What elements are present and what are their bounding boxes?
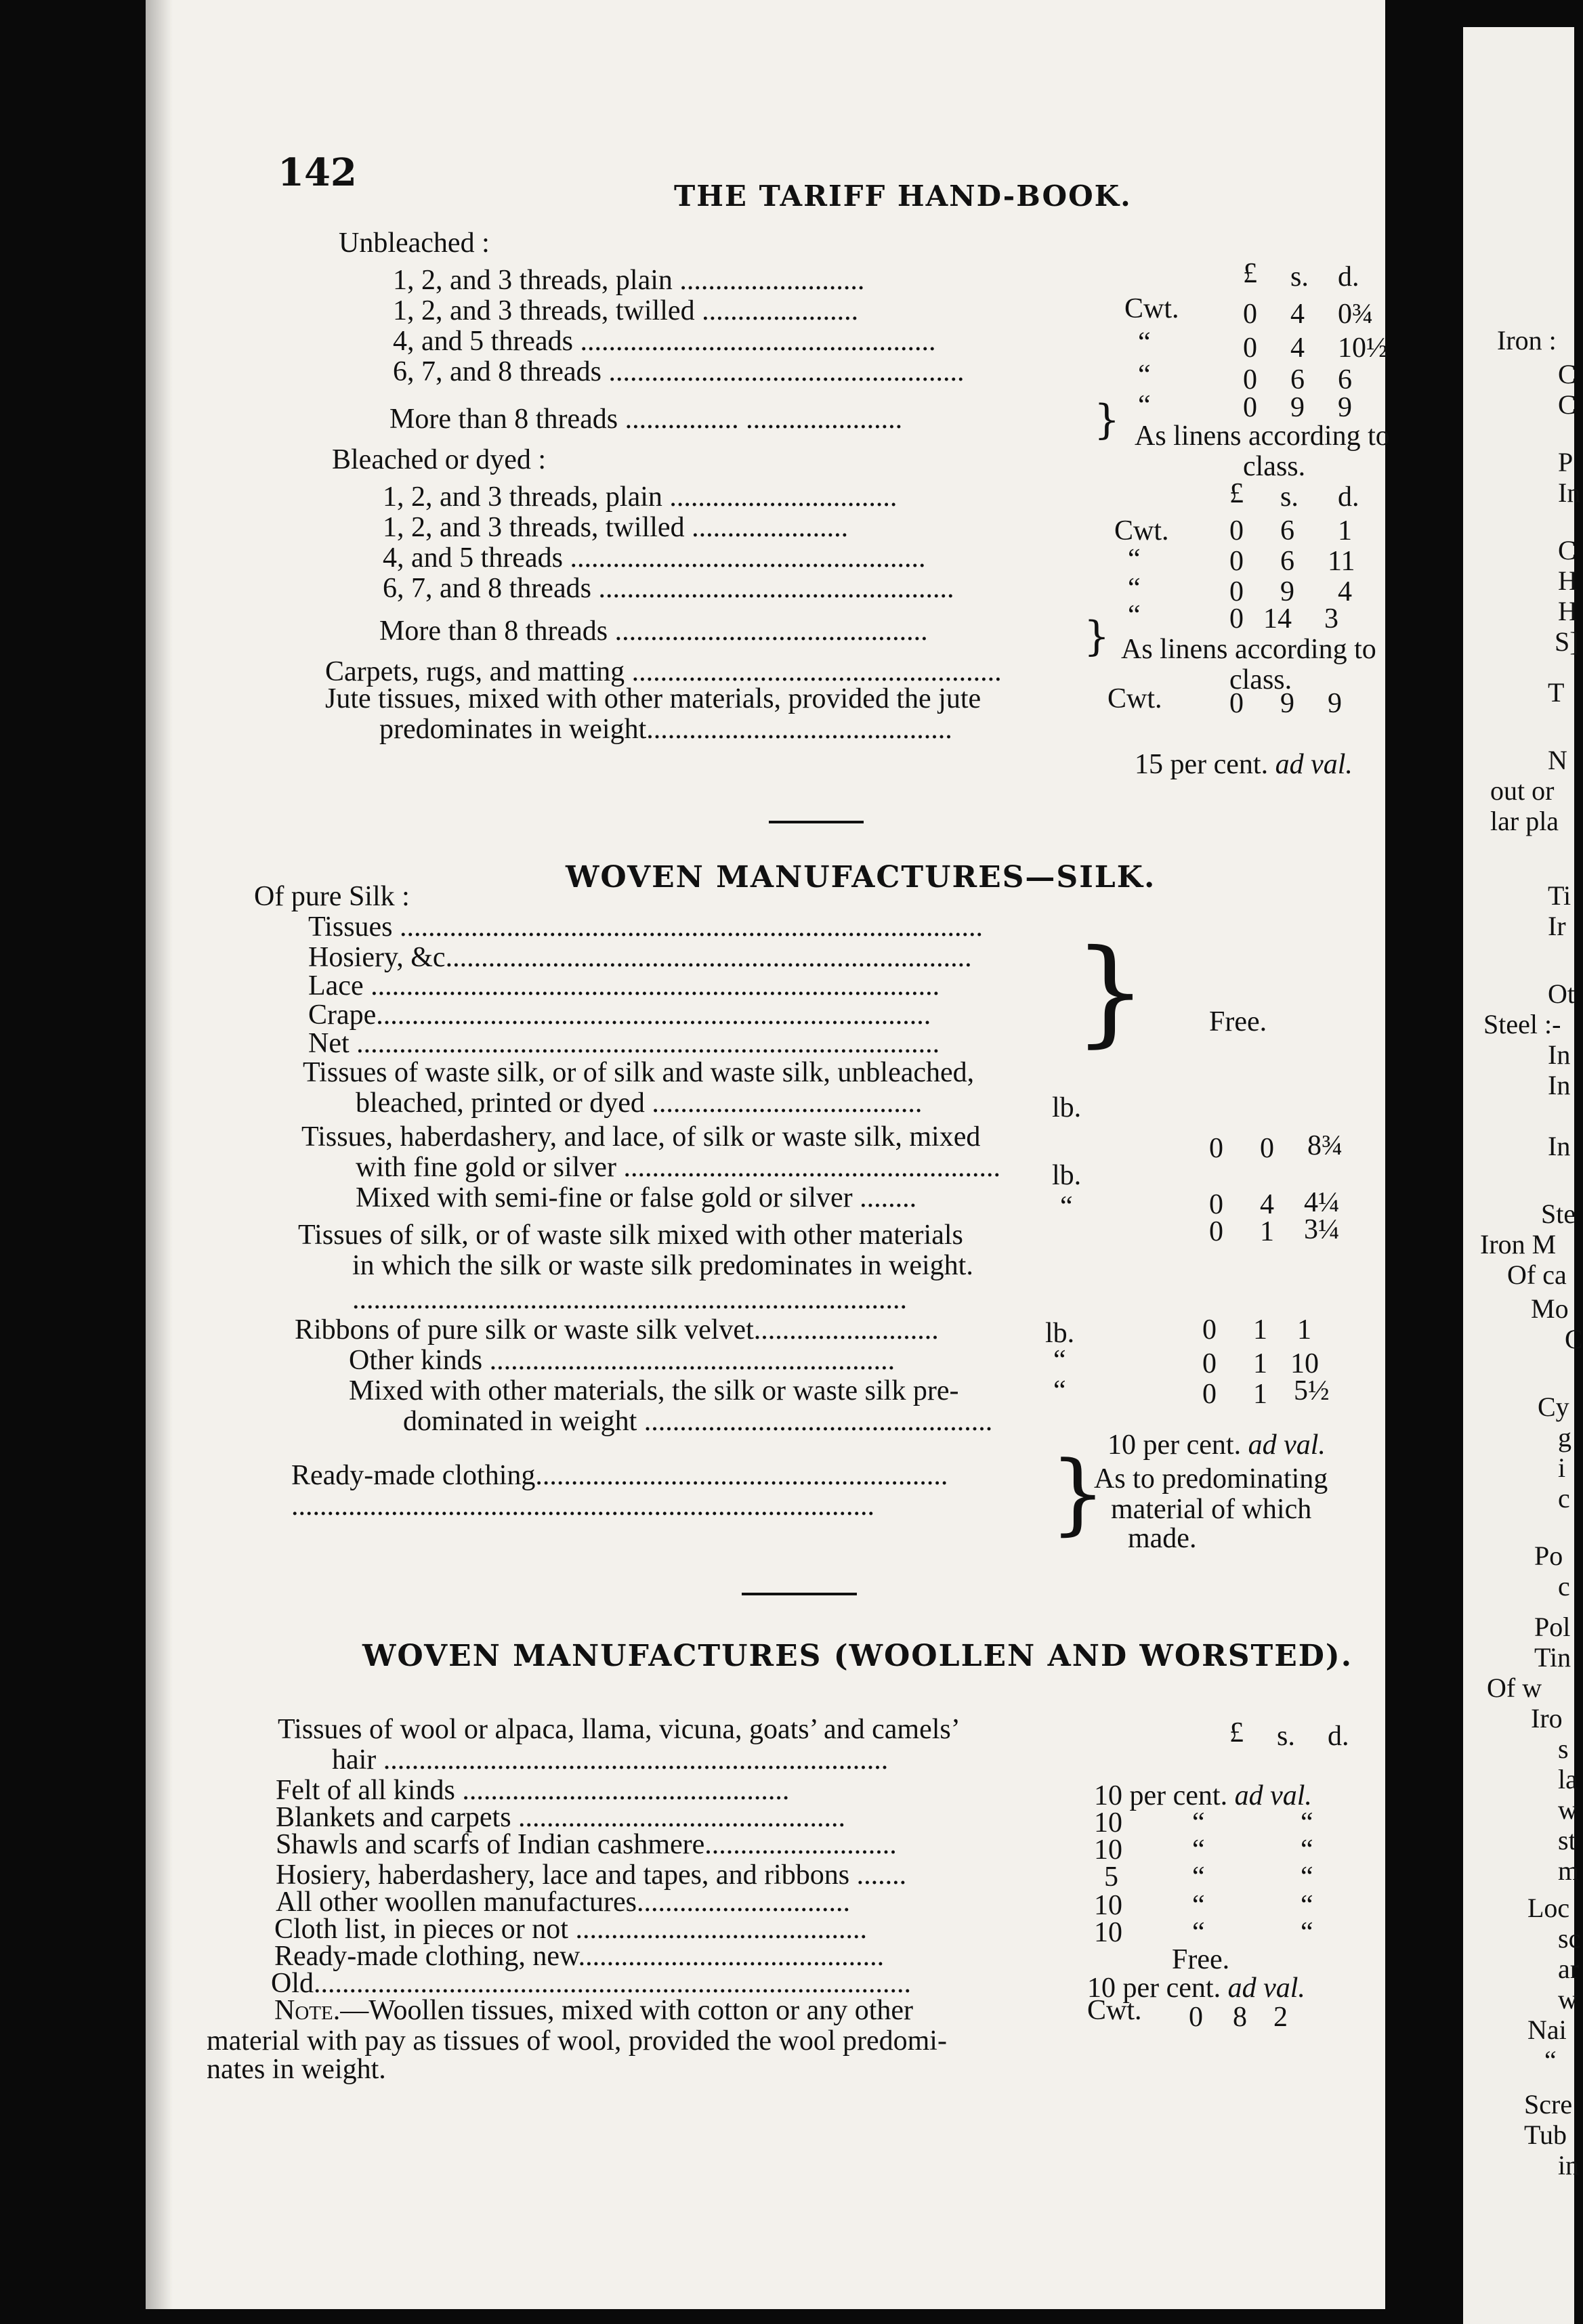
table-row-label: Mixed with semi-fine or false gold or silver ........	[356, 1182, 917, 1213]
table-row-label: Mixed with other materials, the silk or waste silk pre-	[349, 1375, 959, 1406]
facing-text: s	[1558, 1734, 1569, 1764]
amount-s: 1	[1253, 1348, 1267, 1379]
table-row-label: Cloth list, in pieces or not .........................................	[274, 1914, 867, 1945]
note-line: material with pay as tissues of wool, provided the wool predomi-	[207, 2025, 947, 2057]
rate-text: class.	[1243, 451, 1306, 482]
ditto-mark: “	[1192, 1862, 1205, 1893]
section-rule	[742, 1593, 857, 1595]
facing-text: Cy	[1538, 1392, 1569, 1422]
facing-text: Ir	[1548, 911, 1566, 941]
page-number: 142	[278, 150, 357, 195]
section-label-bleached: Bleached or dyed :	[332, 444, 547, 475]
facing-text: Loc	[1527, 1893, 1570, 1923]
amount-l: 0	[1243, 364, 1257, 395]
amount-d: 10	[1290, 1348, 1319, 1379]
facing-text: Ste	[1541, 1199, 1576, 1229]
unit: “	[1128, 573, 1141, 604]
amount-d: 1	[1338, 515, 1352, 546]
facing-text: C	[1558, 359, 1576, 389]
amount-l: 0	[1209, 1133, 1223, 1164]
table-row-dots: ..................................................................................	[291, 1490, 874, 1522]
rate-text: 10	[1094, 1834, 1122, 1866]
rate-text: 10	[1094, 1917, 1122, 1948]
table-row-label: Tissues of waste silk, or of silk and waste silk, unbleached,	[303, 1057, 975, 1088]
unit: “	[1138, 360, 1151, 391]
rate-text: 15 per cent. ad val.	[1135, 749, 1353, 780]
unit: Cwt.	[1107, 683, 1162, 714]
table-row-label: with fine gold or silver .....................................................	[356, 1152, 1000, 1183]
amount-s: 4	[1290, 332, 1305, 364]
col-header-pence: d.	[1328, 1721, 1349, 1752]
table-row-label: More than 8 threads ............................................	[379, 616, 928, 647]
table-row-label: Shawls and scarfs of Indian cashmere...........................	[276, 1829, 897, 1860]
facing-text: i	[1558, 1452, 1566, 1483]
ditto-mark: “	[1301, 1862, 1313, 1893]
facing-text: Ti	[1548, 880, 1571, 911]
amount-l: 0	[1243, 392, 1257, 423]
table-row-label: 1, 2, and 3 threads, plain ..........................	[393, 265, 865, 296]
unit: “	[1128, 600, 1141, 631]
amount-l: 0	[1243, 332, 1257, 364]
facing-text: Steel :-	[1483, 1009, 1561, 1039]
section-rule	[769, 821, 864, 823]
table-row-label: Tissues of wool or alpaca, llama, vicuna, goats’ and camels’	[278, 1714, 961, 1745]
table-row-label: Other kinds .........................................................	[349, 1345, 895, 1376]
facing-text: “	[1544, 2045, 1557, 2075]
facing-page-fragment	[1463, 27, 1583, 2324]
list-item: Crape..............................................................................	[308, 999, 931, 1031]
facing-text: C	[1558, 389, 1576, 420]
list-item: Net ..................................................................................	[308, 1028, 940, 1059]
unit: “	[1060, 1191, 1073, 1222]
amount-d: 3¼	[1304, 1214, 1340, 1245]
section-heading-silk: WOVEN MANUFACTURES—SILK.	[566, 860, 1156, 895]
ditto-mark: “	[1192, 1917, 1205, 1948]
table-row-label: Felt of all kinds ..............................................	[276, 1775, 790, 1806]
table-row-label: Old....................................................................................	[271, 1968, 911, 1999]
facing-text: m	[1558, 1855, 1580, 1886]
col-header-pounds: £	[1229, 1717, 1244, 1748]
amount-s: 1	[1253, 1379, 1267, 1410]
facing-text: S]	[1555, 626, 1579, 657]
amount-s: 6	[1290, 364, 1305, 395]
ditto-mark: “	[1301, 1834, 1313, 1866]
facing-text: H	[1558, 565, 1578, 596]
section-label-unbleached: Unbleached :	[339, 228, 490, 259]
table-row-label: 1, 2, and 3 threads, twilled ......................	[393, 295, 859, 326]
table-row-label: 6, 7, and 8 threads ..................................................	[383, 573, 954, 604]
amount-d: 10½	[1338, 332, 1388, 364]
facing-text: In	[1558, 477, 1581, 508]
table-row-label: predominates in weight...........................................	[379, 714, 952, 745]
facing-text: In	[1548, 1039, 1571, 1070]
unit: “	[1128, 544, 1141, 575]
facing-text: lar pla	[1490, 806, 1559, 836]
amount-l: 0	[1229, 603, 1244, 634]
table-row-label: 1, 2, and 3 threads, plain ................................	[383, 481, 898, 513]
table-row-label: 4, and 5 threads ..................................................	[393, 326, 936, 357]
ditto-mark: “	[1301, 1807, 1313, 1838]
rate-text: 10	[1094, 1807, 1122, 1838]
table-row-label: Ready-made clothing..........................................................	[291, 1460, 948, 1491]
rate-text: As linens according to	[1135, 421, 1390, 452]
ditto-mark: “	[1192, 1890, 1205, 1921]
brace: }	[1084, 613, 1110, 660]
amount-s: 14	[1263, 603, 1292, 634]
col-header-pence: d.	[1338, 481, 1359, 513]
table-row-dots: ..............................................................................	[352, 1284, 907, 1315]
amount-s: 9	[1290, 392, 1305, 423]
note-line: nates in weight.	[207, 2054, 386, 2085]
facing-text: In	[1548, 1131, 1571, 1161]
section-label: Of pure Silk :	[254, 881, 410, 912]
unit: lb.	[1052, 1092, 1082, 1123]
rate-text: 10 per cent. ad val.	[1087, 1973, 1305, 2004]
amount-l: 0	[1229, 515, 1244, 546]
running-head: THE TARIFF HAND-BOOK.	[674, 179, 1132, 213]
amount-l: 0	[1229, 688, 1244, 719]
amount-l: 0	[1189, 2002, 1203, 2033]
amount-d: 9	[1338, 392, 1352, 423]
table-row-label: bleached, printed or dyed ......................................	[356, 1088, 923, 1119]
facing-text: out or	[1490, 775, 1555, 806]
amount-s: 4	[1290, 299, 1305, 330]
ditto-mark: “	[1192, 1807, 1205, 1838]
ditto-mark: “	[1192, 1834, 1205, 1866]
facing-text: Iro	[1531, 1703, 1563, 1734]
facing-text: in	[1558, 2150, 1580, 2180]
col-header-pounds: £	[1229, 478, 1244, 509]
amount-s: 4	[1260, 1189, 1274, 1220]
list-item: Lace ................................................................................	[308, 970, 940, 1002]
col-header-shillings: s.	[1290, 261, 1309, 293]
ditto-mark: “	[1301, 1917, 1313, 1948]
rate-text: As to predominating	[1094, 1463, 1328, 1494]
table-row-label: Ribbons of pure silk or waste silk velvet..........................	[295, 1314, 939, 1346]
facing-text: Ot	[1548, 978, 1575, 1009]
table-row-label: 1, 2, and 3 threads, twilled ......................	[383, 512, 849, 543]
facing-text: In	[1548, 1070, 1571, 1100]
rate-text: Free.	[1172, 1944, 1230, 1975]
unit: “	[1138, 390, 1151, 421]
table-row-label: All other woollen manufactures..............................	[276, 1887, 850, 1918]
table-row-label: Tissues of silk, or of waste silk mixed with other materials	[298, 1220, 963, 1251]
facing-text: w	[1558, 1794, 1578, 1825]
amount-d: 11	[1328, 546, 1355, 577]
list-item: Tissues ..................................................................................	[308, 911, 984, 943]
amount-s: 1	[1260, 1216, 1274, 1247]
facing-text: c	[1558, 1571, 1570, 1601]
amount-d: 3	[1324, 603, 1338, 634]
table-row-label: Blankets and carpets ..............................................	[276, 1802, 846, 1833]
amount-l: 0	[1202, 1379, 1217, 1410]
rate-text: 10	[1094, 1890, 1122, 1921]
rate-text: made.	[1128, 1523, 1197, 1554]
ditto-mark: “	[1301, 1890, 1313, 1921]
unit: Cwt.	[1114, 515, 1169, 546]
amount-d: 4	[1338, 576, 1352, 607]
amount-s: 6	[1280, 546, 1294, 577]
facing-text: w	[1558, 1984, 1578, 2015]
amount-l: 0	[1243, 299, 1257, 330]
facing-text: H	[1558, 596, 1578, 626]
amount-d: 0¾	[1338, 299, 1374, 330]
amount-s: 0	[1260, 1133, 1274, 1164]
table-row-label: Ready-made clothing, new...........................................	[274, 1941, 885, 1972]
table-row-label: Jute tissues, mixed with other materials, provided the jute	[325, 683, 982, 714]
amount-d: 4¼	[1304, 1187, 1340, 1218]
unit: Cwt.	[1124, 293, 1179, 324]
facing-text: C	[1558, 535, 1576, 565]
col-header-pounds: £	[1243, 258, 1257, 289]
rate-text: 5	[1104, 1862, 1118, 1893]
facing-text: la	[1558, 1764, 1578, 1794]
amount-s: 6	[1280, 515, 1294, 546]
facing-text: Pol	[1534, 1612, 1571, 1642]
facing-text: g	[1558, 1422, 1571, 1452]
amount-l: 0	[1209, 1216, 1223, 1247]
unit: lb.	[1052, 1160, 1082, 1191]
facing-text: T	[1548, 677, 1565, 708]
rate-text: material of which	[1111, 1494, 1312, 1525]
table-row-label: More than 8 threads ................ ......................	[389, 404, 903, 435]
unit: Cwt.	[1087, 1995, 1142, 2026]
table-row-label: 6, 7, and 8 threads ..................................................	[393, 356, 965, 387]
facing-text: sc	[1558, 1923, 1581, 1954]
col-header-shillings: s.	[1280, 481, 1299, 513]
unit: “	[1053, 1375, 1066, 1406]
amount-d: 2	[1273, 2002, 1288, 2033]
facing-text: Scre	[1524, 2089, 1573, 2119]
amount-d: 5½	[1294, 1375, 1330, 1406]
amount-l: 0	[1209, 1189, 1223, 1220]
table-row-label: 4, and 5 threads ..................................................	[383, 542, 926, 574]
facing-text: Iron :	[1497, 325, 1557, 356]
amount-l: 0	[1202, 1314, 1217, 1346]
facing-text: c	[1558, 1483, 1570, 1513]
amount-s: 8	[1233, 2002, 1247, 2033]
facing-text: P	[1558, 447, 1574, 477]
facing-text: Tub	[1524, 2119, 1567, 2150]
page-gutter-shadow	[146, 0, 173, 2309]
facing-text: Nai	[1527, 2015, 1567, 2045]
table-row-label: hair .......................................................................	[332, 1744, 889, 1776]
rate-text: 10 per cent. ad val.	[1094, 1780, 1312, 1811]
brace: }	[1050, 1442, 1106, 1545]
unit: “	[1053, 1345, 1066, 1376]
rate-text: Free.	[1209, 1006, 1267, 1037]
rate-text: As linens according to	[1121, 634, 1376, 665]
amount-d: 6	[1338, 364, 1352, 395]
facing-text: N	[1548, 745, 1567, 775]
facing-text: Of w	[1487, 1673, 1542, 1703]
amount-s: 9	[1280, 576, 1294, 607]
amount-s: 9	[1280, 688, 1294, 719]
col-header-shillings: s.	[1277, 1721, 1295, 1752]
facing-text: Iron M	[1480, 1229, 1557, 1260]
note-line: Note.—Woollen tissues, mixed with cotton or any other	[274, 1995, 914, 2026]
facing-text: ar	[1558, 1954, 1580, 1984]
facing-text: C	[1565, 1324, 1583, 1354]
table-row-label: Tissues, haberdashery, and lace, of silk or waste silk, mixed	[301, 1121, 981, 1153]
list-item: Hosiery, &c..........................................................................	[308, 942, 972, 973]
brace: }	[1074, 925, 1147, 1059]
col-header-pence: d.	[1338, 261, 1359, 293]
facing-text: st	[1558, 1825, 1576, 1855]
unit: lb.	[1045, 1318, 1075, 1349]
table-row-label: in which the silk or waste silk predominates in weight.	[352, 1250, 973, 1281]
amount-d: 1	[1297, 1314, 1311, 1346]
amount-l: 0	[1229, 546, 1244, 577]
facing-text: Tin	[1534, 1642, 1571, 1673]
brace: }	[1094, 396, 1120, 444]
section-heading-wool: WOVEN MANUFACTURES (WOOLLEN AND WORSTED).	[362, 1639, 1353, 1673]
facing-text: Of ca	[1507, 1260, 1567, 1290]
facing-text: Po	[1534, 1541, 1563, 1571]
amount-d: 9	[1328, 688, 1342, 719]
amount-s: 1	[1253, 1314, 1267, 1346]
unit: “	[1138, 327, 1151, 358]
table-row-label: Hosiery, haberdashery, lace and tapes, and ribbons .......	[276, 1859, 907, 1891]
amount-d: 8¾	[1307, 1130, 1343, 1161]
amount-l: 0	[1229, 576, 1244, 607]
amount-l: 0	[1202, 1348, 1217, 1379]
facing-text: Mo	[1531, 1293, 1569, 1324]
table-row-label: dominated in weight .................................................	[403, 1406, 993, 1437]
rate-text: 10 per cent. ad val.	[1107, 1429, 1326, 1461]
book-page	[146, 0, 1390, 2309]
rate-text: class.	[1229, 664, 1292, 695]
table-row-label: Carpets, rugs, and matting ....................................................	[325, 656, 1002, 687]
